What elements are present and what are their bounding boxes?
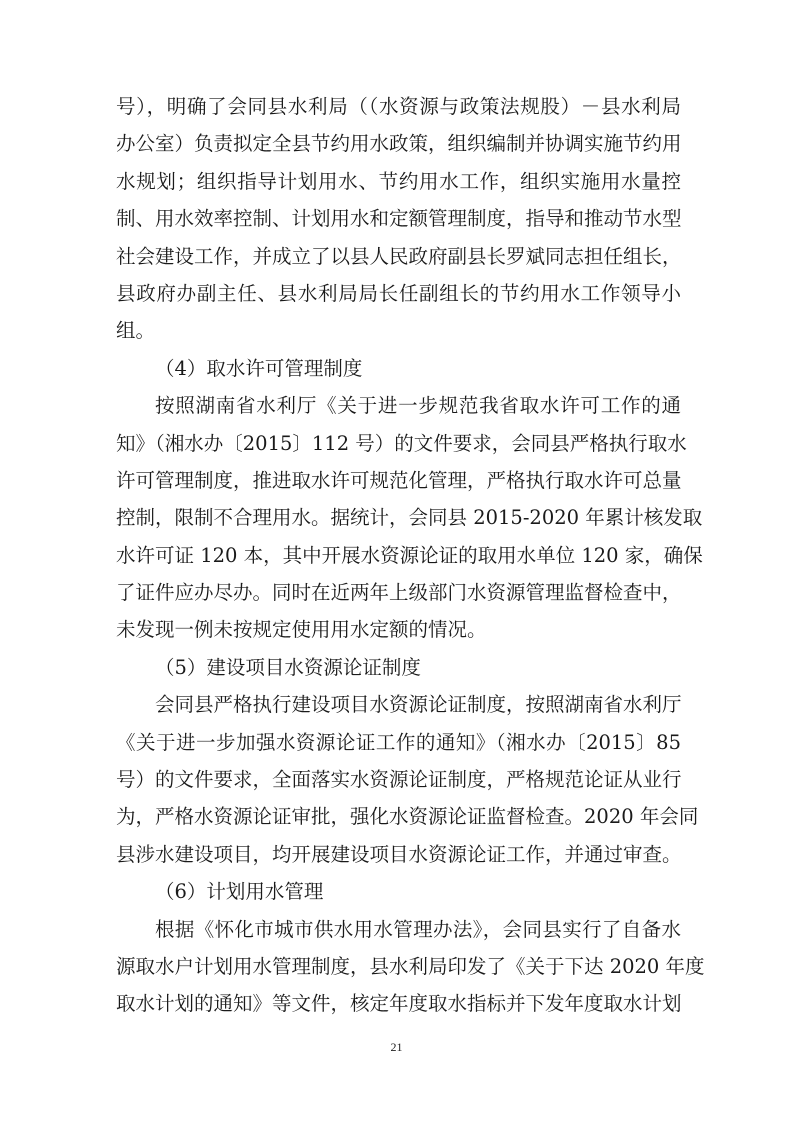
text-line: 知》（湘水办〔2015〕112 号）的文件要求，会同县严格执行取水 <box>116 431 687 455</box>
paragraph-water-saving-leadership <box>116 88 681 350</box>
section-heading-resource-assessment: （5）建设项目水资源论证制度 <box>155 655 421 679</box>
text-line: 水许可证 120 本，其中开展水资源论证的取用水单位 120 家，确保 <box>116 543 703 567</box>
text-line: 根据《怀化市城市供水用水管理办法》，会同县实行了自备水 <box>155 917 681 941</box>
text-line: 制、用水效率控制、计划用水和定额管理制度，指导和推动节水型 <box>116 207 682 231</box>
text-line: 县政府办副主任、县水利局局长任副组长的节约用水工作领导小 <box>116 281 681 305</box>
text-line: 控制，限制不合理用水。据统计，会同县 2015-2020 年累计核发取 <box>116 506 703 530</box>
text-line: 社会建设工作，并成立了以县人民政府副县长罗斌同志担任组长， <box>116 244 682 268</box>
document-body <box>116 88 705 1023</box>
text-line: 办公室）负责拟定全县节约用水政策，组织编制并协调实施节约用 <box>116 132 682 156</box>
text-line: 许可管理制度，推进取水许可规范化管理，严格执行取水许可总量 <box>116 468 682 492</box>
text-line: 组。 <box>116 319 156 343</box>
page-number: 21 <box>390 1040 403 1054</box>
paragraph-water-permit <box>116 387 703 649</box>
text-line: 取水计划的通知》等文件，核定年度取水指标并下发年度取水计划 <box>116 992 682 1016</box>
text-line: 为，严格水资源论证审批，强化水资源论证监督检查。2020 年会同 <box>116 805 699 829</box>
text-line: 号），明确了会同县水利局（（水资源与政策法规股）－县水利局 <box>116 95 681 118</box>
paragraph-planned-water-use <box>116 911 705 1023</box>
text-line: 水规划；组织指导计划用水、节约用水工作，组织实施用水量控 <box>116 169 681 193</box>
text-line: 号）的文件要求，全面落实水资源论证制度，严格规范论证从业行 <box>116 768 682 792</box>
paragraph-resource-assessment <box>116 686 699 873</box>
section-heading-water-permit: （4）取水许可管理制度 <box>155 356 363 380</box>
text-line: 源取水户计划用水管理制度，县水利局印发了《关于下达 2020 年度 <box>116 954 705 978</box>
text-line: 未发现一例未按规定使用用水定额的情况。 <box>116 618 487 642</box>
text-line: 会同县严格执行建设项目水资源论证制度，按照湖南省水利厅 <box>155 693 682 717</box>
text-line: 按照湖南省水利厅《关于进一步规范我省取水许可工作的通 <box>155 394 681 418</box>
text-line: 了证件应办尽办。同时在近两年上级部门水资源管理监督检查中， <box>116 581 682 605</box>
text-line: 县涉水建设项目，均开展建设项目水资源论证工作，并通过审查。 <box>116 842 682 866</box>
text-line: 《关于进一步加强水资源论证工作的通知》（湘水办〔2015〕85 <box>116 730 681 754</box>
section-heading-planned-water-use: （6）计划用水管理 <box>155 880 324 904</box>
